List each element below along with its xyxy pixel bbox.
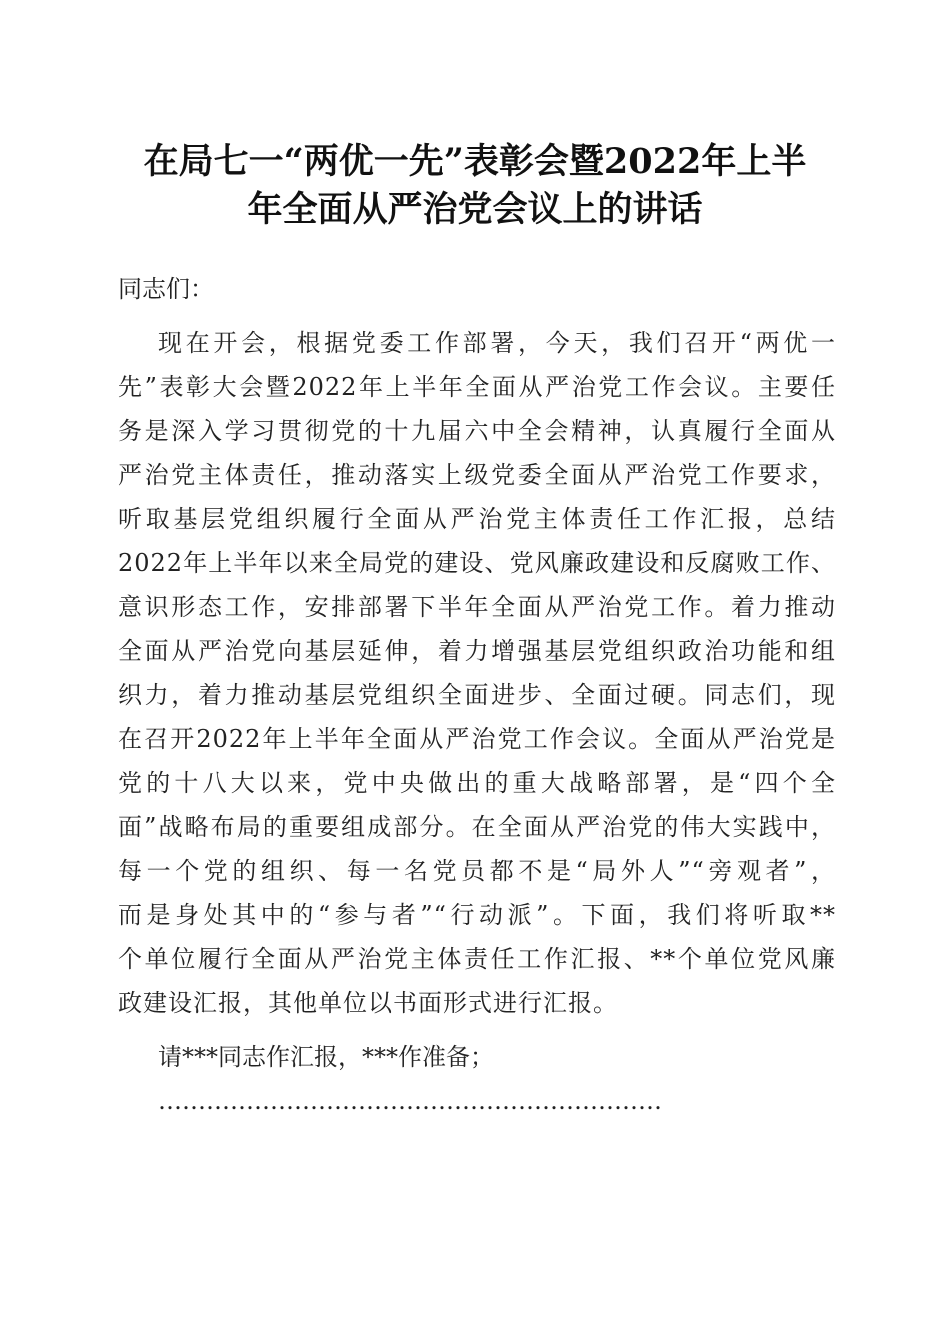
- paragraph-line: 2022年上半年以来全局党的建设、党风廉政建设和反腐败工作、: [118, 549, 836, 577]
- paragraph-line: 每一个党的组织、每一名党员都不是“局外人”“旁观者”，: [118, 857, 836, 885]
- paragraph-line: 先”表彰大会暨2022年上半年全面从严治党工作会议。主要任: [118, 373, 836, 401]
- document-title-line-2: 年全面从严治党会议上的讲话: [247, 189, 703, 230]
- ellipsis-line: ………………………………………………………: [158, 1087, 662, 1115]
- paragraph-line: 而是身处其中的“参与者”“行动派”。下面，我们将听取**: [118, 901, 836, 929]
- closing-line: 请***同志作汇报，***作准备；: [158, 1043, 494, 1071]
- paragraph-line: 全面从严治党向基层延伸，着力增强基层党组织政治功能和组: [118, 637, 836, 665]
- paragraph-line: 务是深入学习贯彻党的十九届六中全会精神，认真履行全面从: [118, 417, 836, 445]
- paragraph-line: 在召开2022年上半年全面从严治党工作会议。全面从严治党是: [118, 725, 836, 753]
- salutation: 同志们：: [118, 275, 214, 303]
- document-title-line-1: 在局七一“两优一先”表彰会暨2022年上半: [143, 141, 807, 182]
- paragraph-line: 听取基层党组织履行全面从严治党主体责任工作汇报，总结: [118, 505, 836, 533]
- paragraph-line: 严治党主体责任，推动落实上级党委全面从严治党工作要求，: [118, 461, 836, 489]
- paragraph-line: 现在开会，根据党委工作部署，今天，我们召开“两优一: [158, 329, 836, 357]
- paragraph-line: 织力，着力推动基层党组织全面进步、全面过硬。同志们，现: [118, 681, 836, 709]
- paragraph-line: 个单位履行全面从严治党主体责任工作汇报、**个单位党风廉: [118, 945, 836, 973]
- paragraph-line: 政建设汇报，其他单位以书面形式进行汇报。: [118, 989, 618, 1017]
- paragraph-line: 党的十八大以来，党中央做出的重大战略部署，是“四个全: [118, 769, 836, 797]
- paragraph-line: 面”战略布局的重要组成部分。在全面从严治党的伟大实践中，: [118, 813, 836, 841]
- paragraph-line: 意识形态工作，安排部署下半年全面从严治党工作。着力推动: [118, 593, 836, 621]
